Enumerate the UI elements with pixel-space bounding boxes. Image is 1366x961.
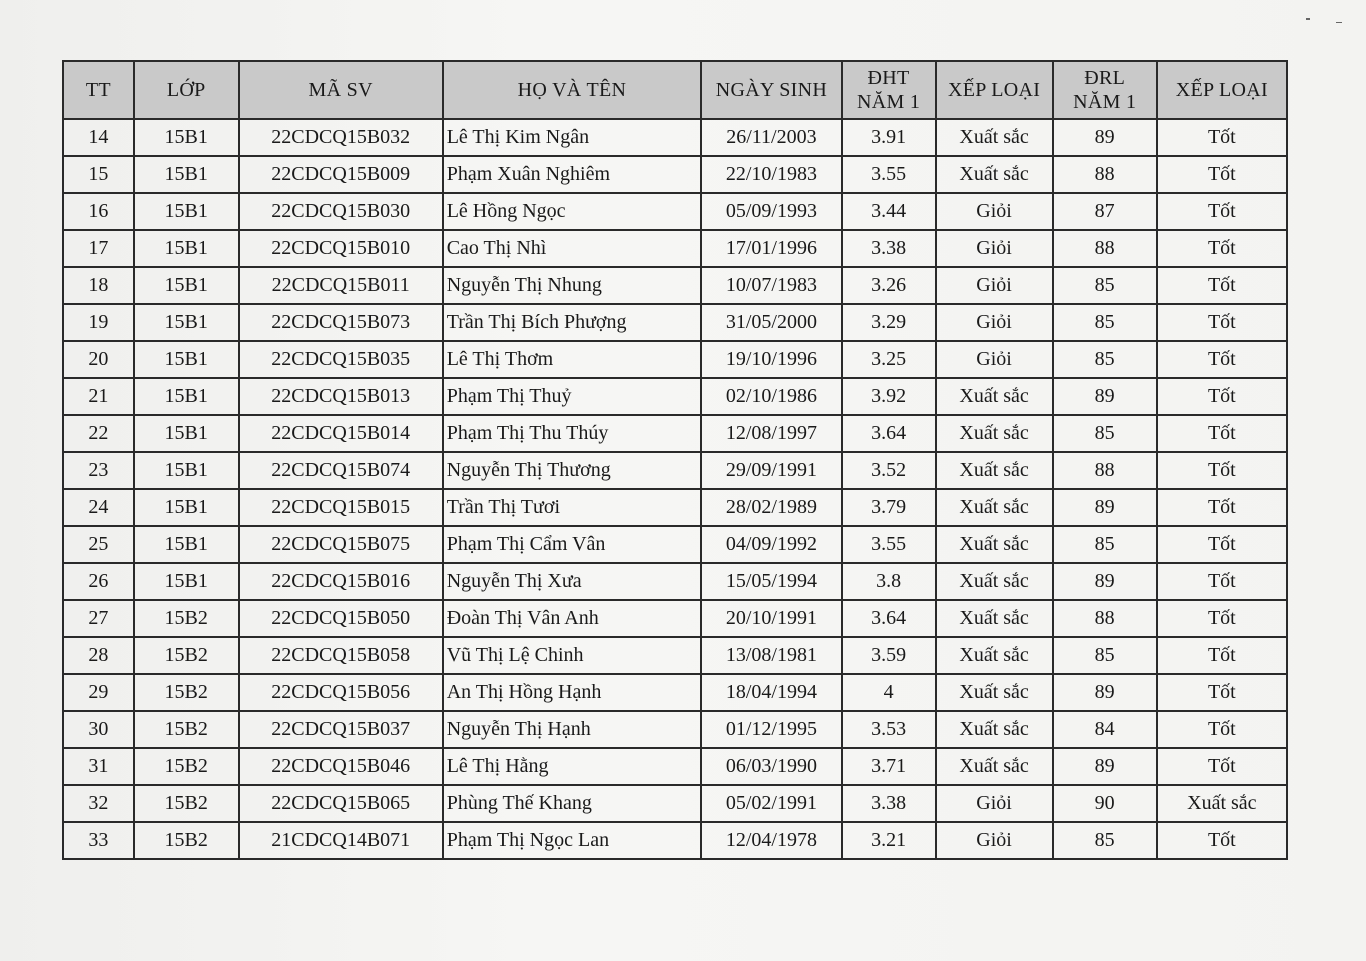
- cell-tt: 33: [63, 822, 134, 859]
- cell-lop: 15B1: [134, 304, 239, 341]
- cell-dht: 4: [842, 674, 936, 711]
- cell-tt: 21: [63, 378, 134, 415]
- cell-ho-va-ten: Lê Thị Hằng: [443, 748, 702, 785]
- cell-ho-va-ten: Trần Thị Bích Phượng: [443, 304, 702, 341]
- cell-xep-loai-hoc-tap: Giỏi: [936, 785, 1053, 822]
- cell-ngay-sinh: 28/02/1989: [701, 489, 841, 526]
- table-row: [63, 563, 1287, 600]
- cell-drl: 85: [1053, 526, 1157, 563]
- cell-drl: 87: [1053, 193, 1157, 230]
- cell-ma-sv: 22CDCQ15B015: [239, 489, 443, 526]
- cell-dht: 3.91: [842, 119, 936, 156]
- table-row: [63, 378, 1287, 415]
- cell-ma-sv: 22CDCQ15B035: [239, 341, 443, 378]
- cell-ho-va-ten: Phạm Xuân Nghiêm: [443, 156, 702, 193]
- table-row: [63, 230, 1287, 267]
- cell-lop: 15B1: [134, 193, 239, 230]
- cell-xep-loai-ren-luyen: Tốt: [1157, 415, 1287, 452]
- cell-ho-va-ten: Phạm Thị Thu Thúy: [443, 415, 702, 452]
- table-row: [63, 711, 1287, 748]
- header-drl-line2: NĂM 1: [1073, 91, 1137, 113]
- table-row: [63, 119, 1287, 156]
- cell-xep-loai-hoc-tap: Giỏi: [936, 822, 1053, 859]
- cell-xep-loai-hoc-tap: Xuất sắc: [936, 637, 1053, 674]
- cell-tt: 22: [63, 415, 134, 452]
- cell-xep-loai-hoc-tap: Xuất sắc: [936, 415, 1053, 452]
- cell-ngay-sinh: 18/04/1994: [701, 674, 841, 711]
- cell-xep-loai-ren-luyen: Tốt: [1157, 156, 1287, 193]
- scan-speck: [1306, 18, 1310, 20]
- cell-ho-va-ten: Trần Thị Tươi: [443, 489, 702, 526]
- cell-lop: 15B2: [134, 785, 239, 822]
- cell-dht: 3.64: [842, 600, 936, 637]
- cell-ho-va-ten: Phạm Thị Ngọc Lan: [443, 822, 702, 859]
- cell-xep-loai-ren-luyen: Tốt: [1157, 341, 1287, 378]
- cell-drl: 89: [1053, 489, 1157, 526]
- cell-ngay-sinh: 22/10/1983: [701, 156, 841, 193]
- cell-tt: 26: [63, 563, 134, 600]
- cell-ho-va-ten: Nguyễn Thị Nhung: [443, 267, 702, 304]
- cell-tt: 25: [63, 526, 134, 563]
- cell-xep-loai-hoc-tap: Xuất sắc: [936, 378, 1053, 415]
- cell-tt: 15: [63, 156, 134, 193]
- cell-ngay-sinh: 13/08/1981: [701, 637, 841, 674]
- header-xep-loai-hoc-tap: XẾP LOẠI: [936, 61, 1053, 119]
- cell-ho-va-ten: Phạm Thị Thuỷ: [443, 378, 702, 415]
- cell-drl: 88: [1053, 600, 1157, 637]
- cell-xep-loai-ren-luyen: Tốt: [1157, 822, 1287, 859]
- cell-drl: 85: [1053, 304, 1157, 341]
- table-row: [63, 674, 1287, 711]
- cell-dht: 3.55: [842, 526, 936, 563]
- cell-tt: 17: [63, 230, 134, 267]
- table-row: [63, 600, 1287, 637]
- cell-lop: 15B1: [134, 119, 239, 156]
- cell-dht: 3.79: [842, 489, 936, 526]
- cell-lop: 15B1: [134, 230, 239, 267]
- cell-xep-loai-hoc-tap: Xuất sắc: [936, 674, 1053, 711]
- cell-dht: 3.8: [842, 563, 936, 600]
- cell-lop: 15B2: [134, 674, 239, 711]
- header-drl-line1: ĐRL: [1084, 67, 1126, 89]
- cell-xep-loai-hoc-tap: Giỏi: [936, 193, 1053, 230]
- header-lop: LỚP: [134, 61, 239, 119]
- cell-dht: 3.55: [842, 156, 936, 193]
- table-row: [63, 304, 1287, 341]
- cell-ma-sv: 22CDCQ15B050: [239, 600, 443, 637]
- cell-ho-va-ten: Lê Thị Thơm: [443, 341, 702, 378]
- table-row: [63, 156, 1287, 193]
- cell-ngay-sinh: 12/08/1997: [701, 415, 841, 452]
- cell-lop: 15B2: [134, 822, 239, 859]
- cell-xep-loai-hoc-tap: Giỏi: [936, 230, 1053, 267]
- cell-lop: 15B1: [134, 563, 239, 600]
- cell-drl: 89: [1053, 119, 1157, 156]
- cell-ngay-sinh: 06/03/1990: [701, 748, 841, 785]
- cell-xep-loai-hoc-tap: Xuất sắc: [936, 526, 1053, 563]
- cell-ho-va-ten: Nguyễn Thị Hạnh: [443, 711, 702, 748]
- cell-ngay-sinh: 15/05/1994: [701, 563, 841, 600]
- cell-tt: 16: [63, 193, 134, 230]
- cell-dht: 3.29: [842, 304, 936, 341]
- cell-drl: 88: [1053, 452, 1157, 489]
- cell-xep-loai-hoc-tap: Xuất sắc: [936, 711, 1053, 748]
- cell-drl: 85: [1053, 341, 1157, 378]
- cell-ma-sv: 22CDCQ15B011: [239, 267, 443, 304]
- cell-lop: 15B2: [134, 748, 239, 785]
- table-row: [63, 267, 1287, 304]
- table-row: [63, 489, 1287, 526]
- cell-ma-sv: 22CDCQ15B075: [239, 526, 443, 563]
- cell-ma-sv: 22CDCQ15B030: [239, 193, 443, 230]
- header-row: [63, 61, 1287, 119]
- cell-dht: 3.21: [842, 822, 936, 859]
- cell-ho-va-ten: Phùng Thế Khang: [443, 785, 702, 822]
- table-row: [63, 341, 1287, 378]
- cell-xep-loai-hoc-tap: Xuất sắc: [936, 600, 1053, 637]
- table-row: [63, 822, 1287, 859]
- cell-ma-sv: 22CDCQ15B010: [239, 230, 443, 267]
- cell-ho-va-ten: Nguyễn Thị Xưa: [443, 563, 702, 600]
- cell-xep-loai-ren-luyen: Tốt: [1157, 489, 1287, 526]
- cell-drl: 89: [1053, 378, 1157, 415]
- cell-xep-loai-hoc-tap: Xuất sắc: [936, 156, 1053, 193]
- cell-ho-va-ten: Lê Hồng Ngọc: [443, 193, 702, 230]
- cell-xep-loai-ren-luyen: Tốt: [1157, 452, 1287, 489]
- cell-dht: 3.52: [842, 452, 936, 489]
- student-results-table: [62, 60, 1288, 860]
- cell-xep-loai-ren-luyen: Tốt: [1157, 526, 1287, 563]
- cell-drl: 90: [1053, 785, 1157, 822]
- cell-ma-sv: 22CDCQ15B074: [239, 452, 443, 489]
- cell-xep-loai-hoc-tap: Xuất sắc: [936, 748, 1053, 785]
- cell-dht: 3.59: [842, 637, 936, 674]
- cell-ngay-sinh: 31/05/2000: [701, 304, 841, 341]
- cell-xep-loai-hoc-tap: Giỏi: [936, 304, 1053, 341]
- cell-tt: 32: [63, 785, 134, 822]
- cell-xep-loai-hoc-tap: Giỏi: [936, 267, 1053, 304]
- cell-ho-va-ten: Nguyễn Thị Thương: [443, 452, 702, 489]
- cell-ho-va-ten: An Thị Hồng Hạnh: [443, 674, 702, 711]
- cell-xep-loai-ren-luyen: Tốt: [1157, 748, 1287, 785]
- cell-tt: 27: [63, 600, 134, 637]
- cell-tt: 30: [63, 711, 134, 748]
- cell-xep-loai-ren-luyen: Tốt: [1157, 600, 1287, 637]
- cell-lop: 15B1: [134, 415, 239, 452]
- header-ho-va-ten: HỌ VÀ TÊN: [443, 61, 702, 119]
- cell-lop: 15B2: [134, 711, 239, 748]
- header-ma-sv: MÃ SV: [239, 61, 443, 119]
- cell-ma-sv: 22CDCQ15B073: [239, 304, 443, 341]
- cell-tt: 23: [63, 452, 134, 489]
- cell-drl: 85: [1053, 822, 1157, 859]
- cell-dht: 3.71: [842, 748, 936, 785]
- cell-lop: 15B2: [134, 600, 239, 637]
- cell-ma-sv: 22CDCQ15B046: [239, 748, 443, 785]
- cell-ngay-sinh: 01/12/1995: [701, 711, 841, 748]
- cell-xep-loai-ren-luyen: Tốt: [1157, 267, 1287, 304]
- cell-tt: 19: [63, 304, 134, 341]
- header-dht-nam-1: [842, 61, 936, 119]
- cell-dht: 3.53: [842, 711, 936, 748]
- header-xep-loai-ren-luyen: XẾP LOẠI: [1157, 61, 1287, 119]
- cell-xep-loai-ren-luyen: Tốt: [1157, 304, 1287, 341]
- header-drl-nam-1: [1053, 61, 1157, 119]
- cell-tt: 20: [63, 341, 134, 378]
- table-body: [63, 119, 1287, 859]
- cell-ho-va-ten: Lê Thị Kim Ngân: [443, 119, 702, 156]
- cell-lop: 15B1: [134, 156, 239, 193]
- cell-dht: 3.25: [842, 341, 936, 378]
- cell-ngay-sinh: 29/09/1991: [701, 452, 841, 489]
- cell-lop: 15B1: [134, 526, 239, 563]
- cell-xep-loai-ren-luyen: Tốt: [1157, 193, 1287, 230]
- cell-xep-loai-hoc-tap: Xuất sắc: [936, 563, 1053, 600]
- cell-ma-sv: 22CDCQ15B013: [239, 378, 443, 415]
- cell-ma-sv: 22CDCQ15B037: [239, 711, 443, 748]
- cell-ma-sv: 22CDCQ15B056: [239, 674, 443, 711]
- cell-lop: 15B1: [134, 378, 239, 415]
- cell-xep-loai-hoc-tap: Giỏi: [936, 341, 1053, 378]
- header-ngay-sinh: NGÀY SINH: [701, 61, 841, 119]
- cell-ngay-sinh: 20/10/1991: [701, 600, 841, 637]
- cell-ngay-sinh: 05/09/1993: [701, 193, 841, 230]
- cell-drl: 85: [1053, 637, 1157, 674]
- header-tt: TT: [63, 61, 134, 119]
- cell-ma-sv: 22CDCQ15B032: [239, 119, 443, 156]
- cell-xep-loai-ren-luyen: Tốt: [1157, 674, 1287, 711]
- cell-xep-loai-ren-luyen: Xuất sắc: [1157, 785, 1287, 822]
- cell-drl: 89: [1053, 748, 1157, 785]
- cell-tt: 24: [63, 489, 134, 526]
- cell-ngay-sinh: 12/04/1978: [701, 822, 841, 859]
- cell-lop: 15B1: [134, 267, 239, 304]
- cell-ngay-sinh: 26/11/2003: [701, 119, 841, 156]
- cell-xep-loai-ren-luyen: Tốt: [1157, 230, 1287, 267]
- header-dht-line2: NĂM 1: [856, 91, 921, 113]
- cell-xep-loai-ren-luyen: Tốt: [1157, 563, 1287, 600]
- cell-lop: 15B1: [134, 489, 239, 526]
- cell-ho-va-ten: Đoàn Thị Vân Anh: [443, 600, 702, 637]
- cell-xep-loai-ren-luyen: Tốt: [1157, 378, 1287, 415]
- cell-ngay-sinh: 17/01/1996: [701, 230, 841, 267]
- cell-xep-loai-ren-luyen: Tốt: [1157, 119, 1287, 156]
- cell-ngay-sinh: 10/07/1983: [701, 267, 841, 304]
- cell-ngay-sinh: 02/10/1986: [701, 378, 841, 415]
- scan-speck: [1336, 22, 1342, 23]
- cell-ho-va-ten: Vũ Thị Lệ Chinh: [443, 637, 702, 674]
- table-row: [63, 748, 1287, 785]
- cell-xep-loai-hoc-tap: Xuất sắc: [936, 489, 1053, 526]
- cell-drl: 85: [1053, 415, 1157, 452]
- cell-ma-sv: 22CDCQ15B014: [239, 415, 443, 452]
- cell-tt: 18: [63, 267, 134, 304]
- cell-dht: 3.38: [842, 785, 936, 822]
- table-row: [63, 637, 1287, 674]
- cell-xep-loai-hoc-tap: Xuất sắc: [936, 452, 1053, 489]
- cell-ma-sv: 22CDCQ15B009: [239, 156, 443, 193]
- table-row: [63, 415, 1287, 452]
- cell-ma-sv: 22CDCQ15B058: [239, 637, 443, 674]
- cell-drl: 89: [1053, 674, 1157, 711]
- cell-tt: 14: [63, 119, 134, 156]
- cell-drl: 85: [1053, 267, 1157, 304]
- cell-drl: 84: [1053, 711, 1157, 748]
- cell-dht: 3.44: [842, 193, 936, 230]
- table-row: [63, 452, 1287, 489]
- cell-drl: 89: [1053, 563, 1157, 600]
- cell-xep-loai-ren-luyen: Tốt: [1157, 711, 1287, 748]
- cell-dht: 3.64: [842, 415, 936, 452]
- cell-drl: 88: [1053, 156, 1157, 193]
- table-row: [63, 193, 1287, 230]
- cell-tt: 31: [63, 748, 134, 785]
- cell-ma-sv: 22CDCQ15B016: [239, 563, 443, 600]
- cell-ho-va-ten: Phạm Thị Cẩm Vân: [443, 526, 702, 563]
- cell-tt: 29: [63, 674, 134, 711]
- cell-lop: 15B1: [134, 452, 239, 489]
- cell-xep-loai-ren-luyen: Tốt: [1157, 637, 1287, 674]
- cell-dht: 3.92: [842, 378, 936, 415]
- cell-tt: 28: [63, 637, 134, 674]
- table-row: [63, 526, 1287, 563]
- cell-ho-va-ten: Cao Thị Nhì: [443, 230, 702, 267]
- cell-dht: 3.26: [842, 267, 936, 304]
- cell-ma-sv: 22CDCQ15B065: [239, 785, 443, 822]
- cell-ngay-sinh: 19/10/1996: [701, 341, 841, 378]
- table-row: [63, 785, 1287, 822]
- cell-lop: 15B1: [134, 341, 239, 378]
- header-dht-line1: ĐHT: [867, 67, 910, 89]
- cell-ngay-sinh: 04/09/1992: [701, 526, 841, 563]
- cell-lop: 15B2: [134, 637, 239, 674]
- cell-dht: 3.38: [842, 230, 936, 267]
- cell-ma-sv: 21CDCQ14B071: [239, 822, 443, 859]
- cell-xep-loai-hoc-tap: Xuất sắc: [936, 119, 1053, 156]
- cell-ngay-sinh: 05/02/1991: [701, 785, 841, 822]
- cell-drl: 88: [1053, 230, 1157, 267]
